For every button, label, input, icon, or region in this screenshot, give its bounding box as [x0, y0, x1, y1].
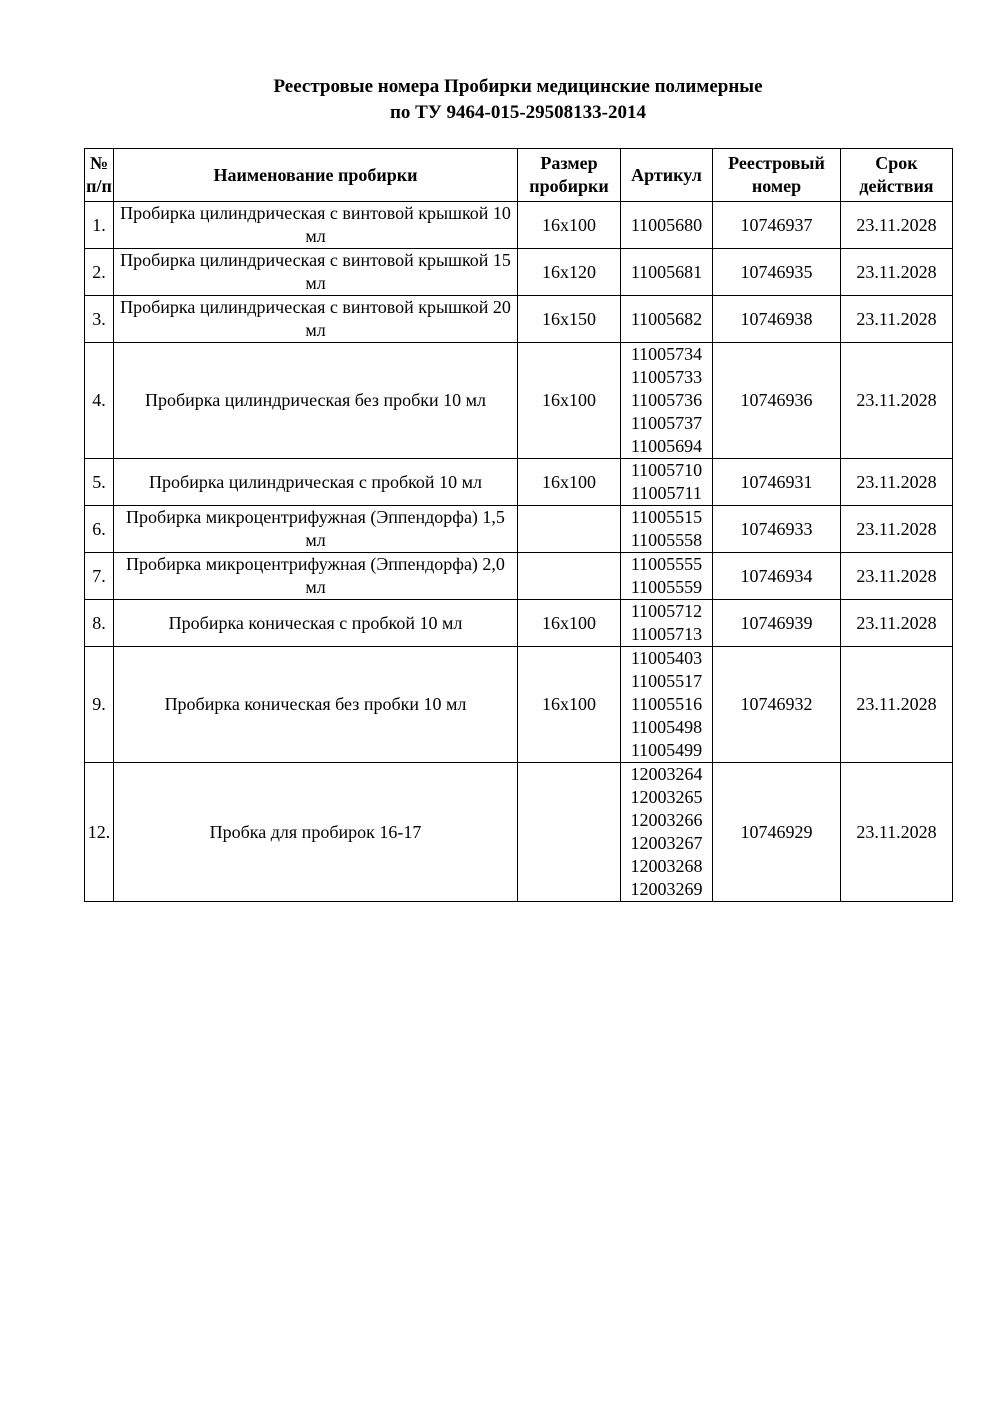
- row-number-cell: 6.: [85, 506, 114, 553]
- row-number-cell: 8.: [85, 600, 114, 647]
- validity-date-cell: 23.11.2028: [841, 553, 953, 600]
- article-numbers-cell: 11005555 11005559: [621, 553, 713, 600]
- tube-size-cell: 16x120: [518, 249, 621, 296]
- registry-number-cell: 10746935: [713, 249, 841, 296]
- tube-size-cell: [518, 763, 621, 902]
- table-row: [85, 202, 953, 249]
- article-numbers-cell: 11005681: [621, 249, 713, 296]
- registry-number-cell: 10746932: [713, 647, 841, 763]
- registry-number-cell: 10746929: [713, 763, 841, 902]
- registry-number-cell: 10746939: [713, 600, 841, 647]
- article-numbers-cell: 11005734 11005733 11005736 11005737 11005694: [621, 343, 713, 459]
- row-number-cell: 7.: [85, 553, 114, 600]
- registry-number-cell: 10746938: [713, 296, 841, 343]
- registry-number-cell: 10746936: [713, 343, 841, 459]
- row-number-cell: 4.: [85, 343, 114, 459]
- validity-date-cell: 23.11.2028: [841, 459, 953, 506]
- document-title-line1: Реестровые номера Пробирки медицинские полимерные: [273, 76, 763, 97]
- article-numbers-cell: 11005680: [621, 202, 713, 249]
- header-row-number: № п/п: [85, 149, 114, 202]
- row-number-cell: 12.: [85, 763, 114, 902]
- tube-size-cell: [518, 506, 621, 553]
- tube-size-cell: 16x150: [518, 296, 621, 343]
- validity-date-cell: 23.11.2028: [841, 763, 953, 902]
- row-number-cell: 9.: [85, 647, 114, 763]
- validity-date-cell: 23.11.2028: [841, 600, 953, 647]
- tube-size-cell: 16x100: [518, 343, 621, 459]
- row-number-cell: 1.: [85, 202, 114, 249]
- header-registry-number: Реестровый номер: [713, 149, 841, 202]
- row-number-cell: 3.: [85, 296, 114, 343]
- document-title-line2: по ТУ 9464-015-29508133-2014: [389, 102, 647, 123]
- table-row: [85, 506, 953, 553]
- validity-date-cell: 23.11.2028: [841, 202, 953, 249]
- article-numbers-cell: 12003264 12003265 12003266 12003267 12003268 12003269: [621, 763, 713, 902]
- header-article: Артикул: [621, 149, 713, 202]
- tube-name-cell: Пробирка коническая без пробки 10 мл: [114, 647, 518, 763]
- header-tube-size: Размер пробирки: [518, 149, 621, 202]
- tube-name-cell: Пробирка коническая с пробкой 10 мл: [114, 600, 518, 647]
- tube-size-cell: 16x100: [518, 647, 621, 763]
- tube-size-cell: [518, 553, 621, 600]
- validity-date-cell: 23.11.2028: [841, 343, 953, 459]
- tube-name-cell: Пробирка микроцентрифужная (Эппендорфа) 2,0 мл: [114, 553, 518, 600]
- article-numbers-cell: 11005403 11005517 11005516 11005498 11005499: [621, 647, 713, 763]
- registry-number-cell: 10746933: [713, 506, 841, 553]
- registry-table: [84, 148, 953, 902]
- header-tube-name: Наименование пробирки: [114, 149, 518, 202]
- header-validity: Срок действия: [841, 149, 953, 202]
- table-row: [85, 553, 953, 600]
- article-numbers-cell: 11005515 11005558: [621, 506, 713, 553]
- tube-name-cell: Пробка для пробирок 16-17: [114, 763, 518, 902]
- tube-size-cell: 16x100: [518, 459, 621, 506]
- tube-name-cell: Пробирка цилиндрическая без пробки 10 мл: [114, 343, 518, 459]
- tube-name-cell: Пробирка цилиндрическая с пробкой 10 мл: [114, 459, 518, 506]
- validity-date-cell: 23.11.2028: [841, 249, 953, 296]
- row-number-cell: 5.: [85, 459, 114, 506]
- table-row: [85, 763, 953, 902]
- table-row: [85, 459, 953, 506]
- tube-name-cell: Пробирка микроцентрифужная (Эппендорфа) 1,5 мл: [114, 506, 518, 553]
- table-row: [85, 600, 953, 647]
- validity-date-cell: 23.11.2028: [841, 647, 953, 763]
- row-number-cell: 2.: [85, 249, 114, 296]
- tube-name-cell: Пробирка цилиндрическая с винтовой крышкой 20 мл: [114, 296, 518, 343]
- article-numbers-cell: 11005712 11005713: [621, 600, 713, 647]
- table-row: [85, 647, 953, 763]
- registry-number-cell: 10746934: [713, 553, 841, 600]
- validity-date-cell: 23.11.2028: [841, 506, 953, 553]
- article-numbers-cell: 11005682: [621, 296, 713, 343]
- tube-size-cell: 16x100: [518, 600, 621, 647]
- registry-number-cell: 10746937: [713, 202, 841, 249]
- tube-name-cell: Пробирка цилиндрическая с винтовой крышкой 15 мл: [114, 249, 518, 296]
- article-numbers-cell: 11005710 11005711: [621, 459, 713, 506]
- table-row: [85, 249, 953, 296]
- document-title: [84, 0, 952, 126]
- table-row: [85, 343, 953, 459]
- table-body: [85, 202, 953, 902]
- tube-name-cell: Пробирка цилиндрическая с винтовой крышкой 10 мл: [114, 202, 518, 249]
- table-row: [85, 296, 953, 343]
- validity-date-cell: 23.11.2028: [841, 296, 953, 343]
- registry-number-cell: 10746931: [713, 459, 841, 506]
- table-header-row: [85, 149, 953, 202]
- tube-size-cell: 16x100: [518, 202, 621, 249]
